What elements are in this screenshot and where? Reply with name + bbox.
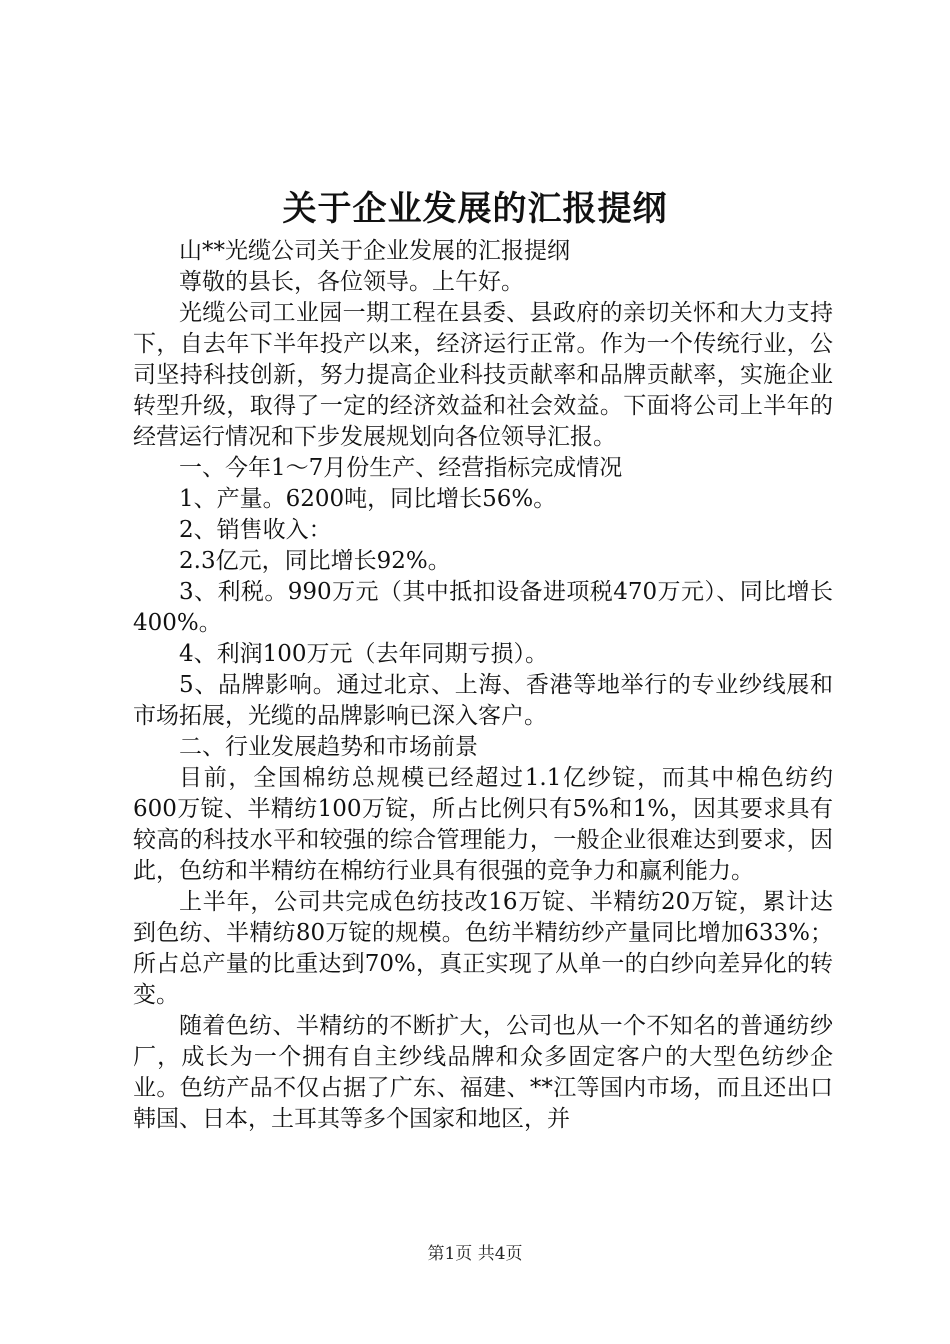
paragraph-sales-label: 2、销售收入： (179, 517, 332, 543)
paragraph-brand: 5、品牌影响。通过北京、上海、香港等地举行的专业纱线展和市场拓展，光缆的品牌影响已深入客户。 (133, 672, 833, 729)
document-body (133, 236, 833, 1135)
document-title: 关于企业发展的汇报提纲 (282, 189, 668, 229)
paragraph-sales-value: 2.3亿元，同比增长92%。 (179, 548, 451, 574)
paragraph-intro: 光缆公司工业园一期工程在县委、县政府的亲切关怀和大力支持下，自去年下半年投产以来，经济运行正常。作为一个传统行业，公司坚持科技创新，努力提高企业科技贡献率和品牌贡献率，实施企业转型升级，取得了一定的经济效益和社会效益。下面将公司上半年的经营运行情况和下步发展规划向各位领导汇报。 (133, 300, 833, 450)
paragraph-subtitle: 山**光缆公司关于企业发展的汇报提纲 (179, 238, 570, 264)
paragraph-growth: 随着色纺、半精纺的不断扩大，公司也从一个不知名的普通纺纱厂，成长为一个拥有自主纱线品牌和众多固定客户的大型色纺纱企业。色纺产品不仅占据了广东、福建、**江等国内市场，而且还出口韩国、日本，土耳其等多个国家和地区，并 (133, 1013, 833, 1132)
paragraph-half-year: 上半年，公司共完成色纺技改16万锭、半精纺20万锭，累计达到色纺、半精纺80万锭的规模。色纺半精纺纱产量同比增加633%；所占总产量的比重达到70%，真正实现了从单一的白纱向差异化的转变。 (133, 889, 833, 1008)
paragraph-taxes: 3、利税。990万元（其中抵扣设备进项税470万元）、同比增长400%。 (133, 579, 833, 636)
paragraph-greeting: 尊敬的县长，各位领导。上午好。 (179, 269, 524, 295)
section-heading-2: 二、行业发展趋势和市场前景 (179, 734, 478, 760)
section-heading-1: 一、今年1～7月份生产、经营指标完成情况 (179, 455, 623, 481)
paragraph-industry: 目前，全国棉纺总规模已经超过1.1亿纱锭，而其中棉色纺约600万锭、半精纺100万锭，所占比例只有5%和1%，因其要求具有较高的科技水平和较强的综合管理能力，一般企业很难达到要求，因此，色纺和半精纺在棉纺行业具有很强的竞争力和赢利能力。 (133, 765, 833, 884)
paragraph-profit: 4、利润100万元（去年同期亏损）。 (179, 641, 549, 667)
paragraph-output: 1、产量。6200吨，同比增长56%。 (179, 486, 557, 512)
page-number-footer: 第1页 共4页 (427, 1244, 523, 1264)
